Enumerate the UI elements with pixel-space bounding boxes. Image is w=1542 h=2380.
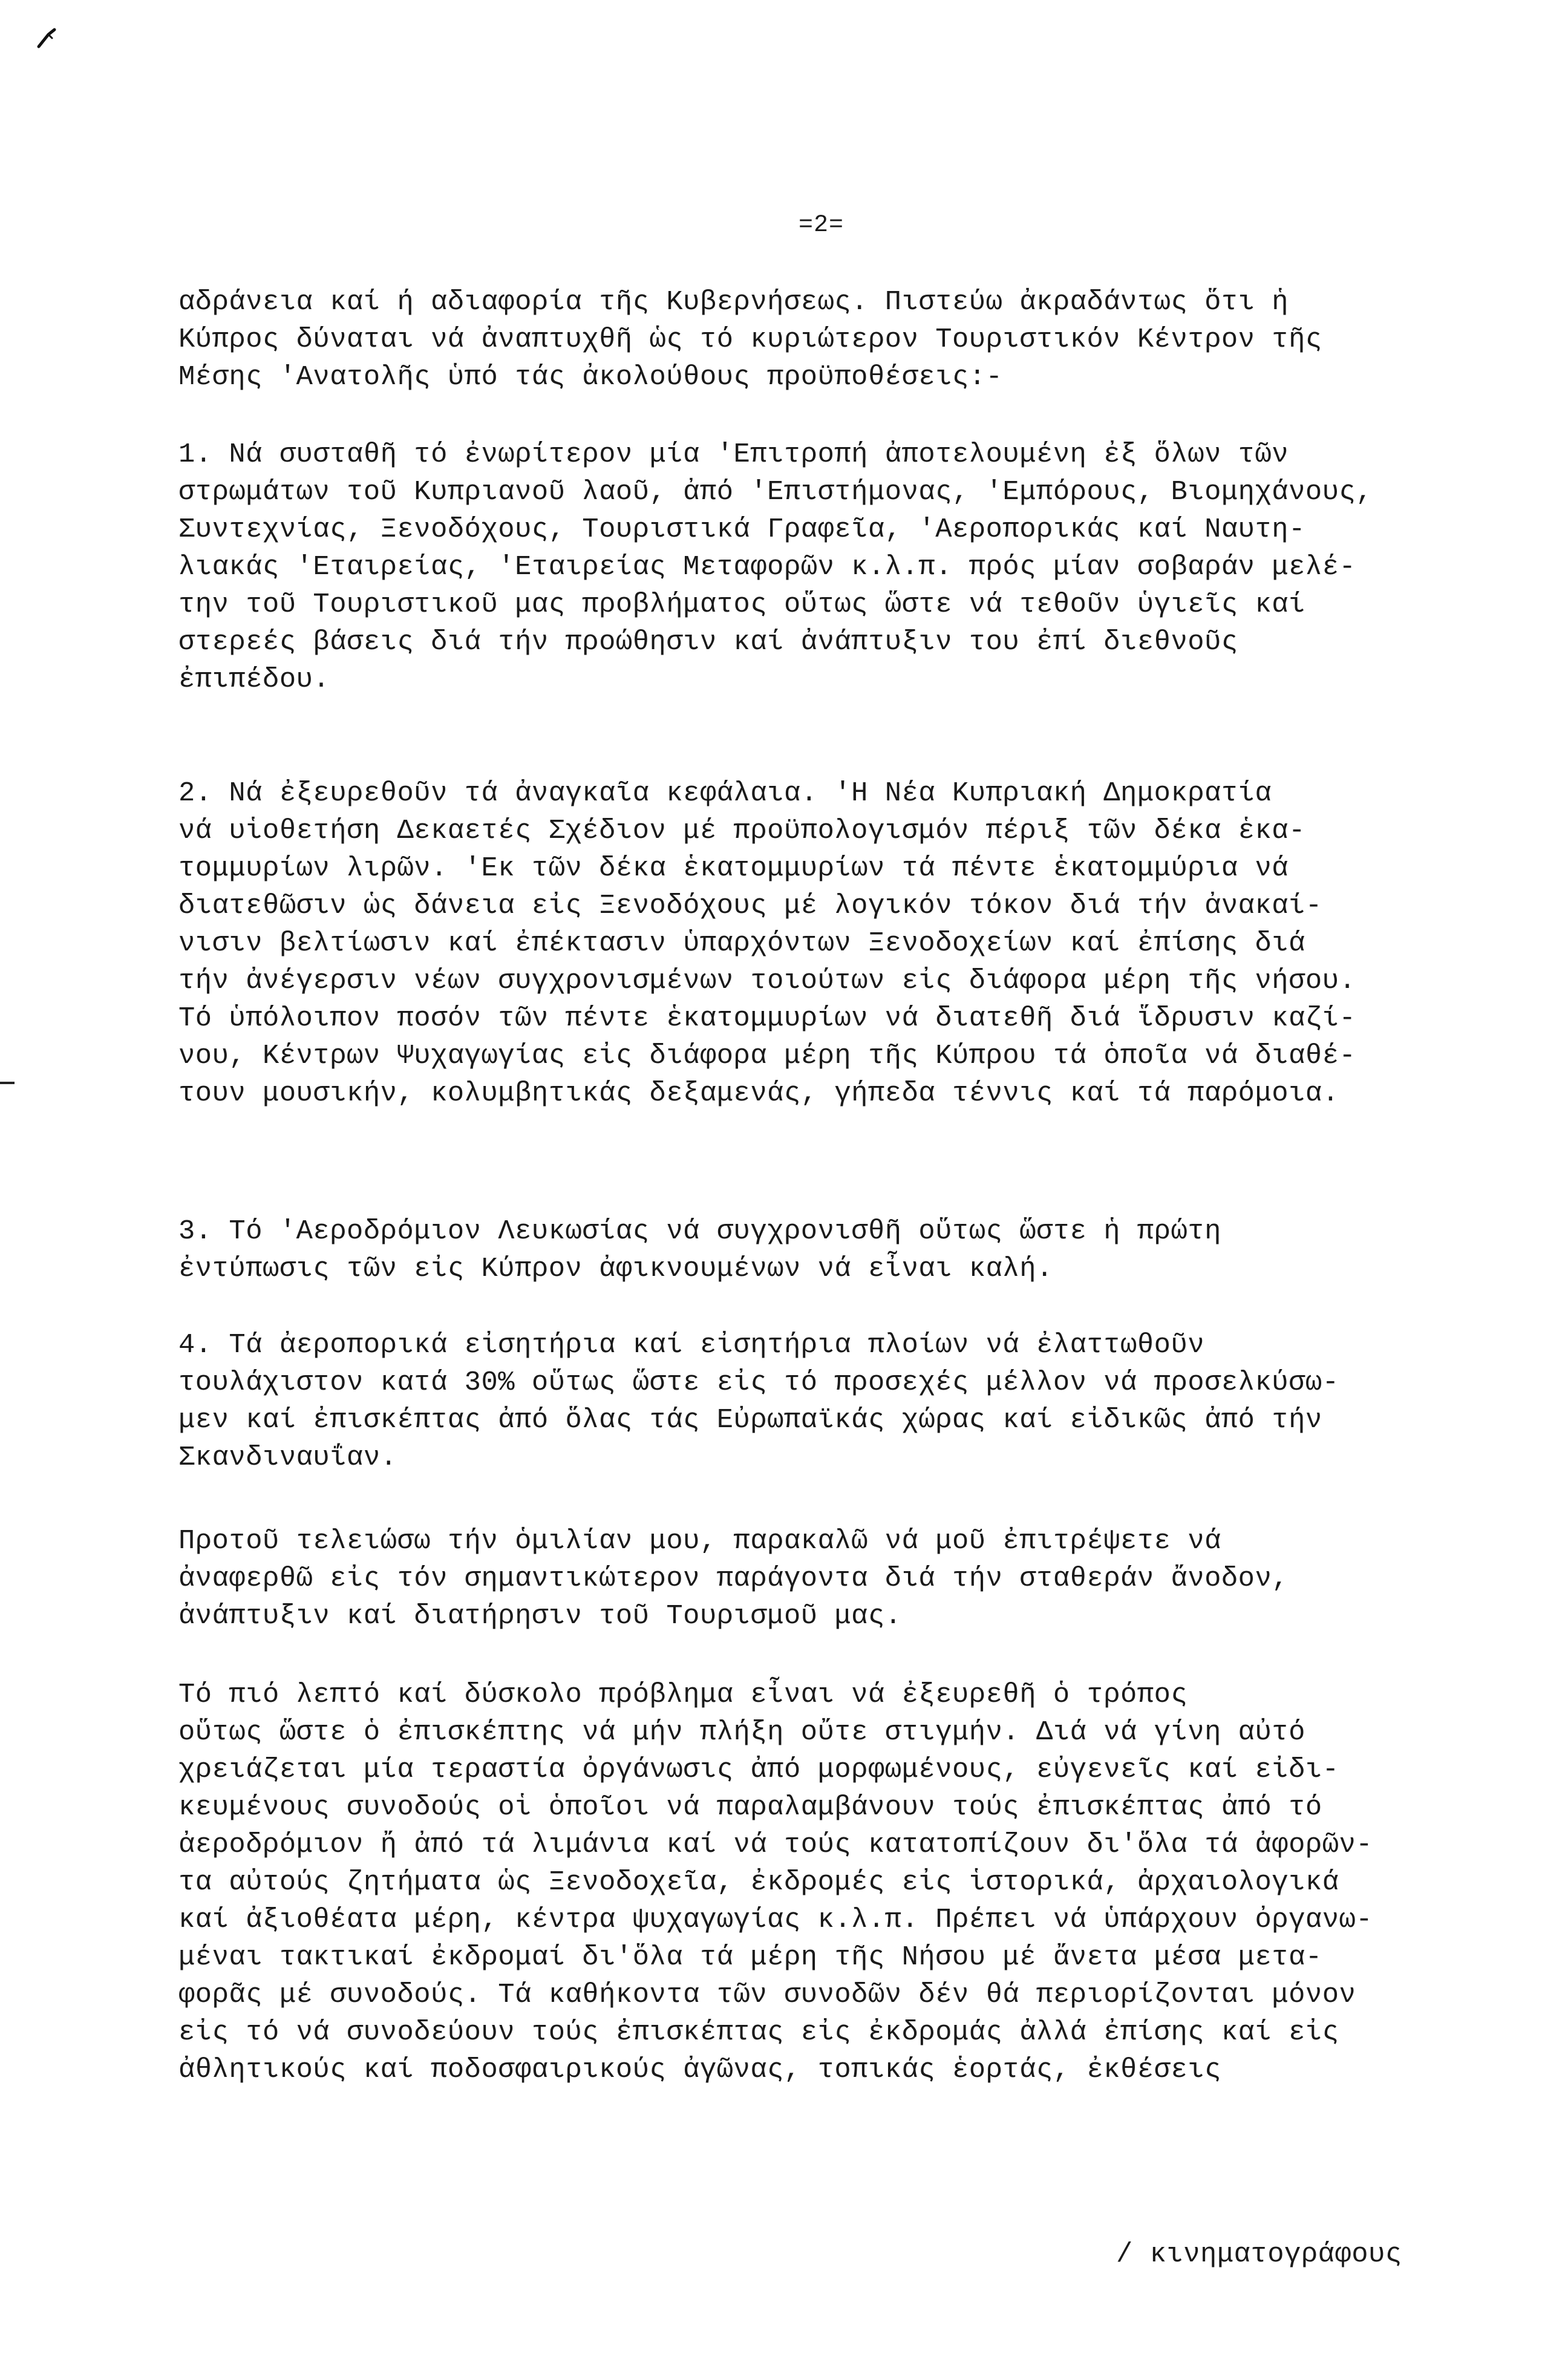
- text-line: νά υἱοθετήση Δεκαετές Σχέδιον μέ προϋπολογισμόν πέριξ τῶν δέκα ἑκα-: [178, 815, 1305, 846]
- paragraph-closing-intro: [178, 1522, 1473, 1635]
- text-line: 3. Τό 'Αεροδρόμιον Λευκωσίας νά συγχρονισθῆ οὕτως ὥστε ἡ πρώτη: [178, 1215, 1221, 1247]
- text-line: 4. Τά ἀεροπορικά εἰσητήρια καί εἰσητήρια πλοίων νά ἐλαττωθοῦν: [178, 1329, 1205, 1361]
- text-line: εἰς τό νά συνοδεύουν τούς ἐπισκέπτας εἰς ἐκδρομάς ἀλλά ἐπίσης καί εἰς: [178, 2016, 1339, 2048]
- ink-mark-icon: [36, 27, 58, 49]
- text-line: Προτοῦ τελειώσω τήν ὁμιλίαν μου, παρακαλῶ νά μοῦ ἐπιτρέψετε νά: [178, 1525, 1221, 1557]
- paragraph-item-4: [178, 1326, 1473, 1476]
- margin-tick-mark: [0, 1082, 15, 1084]
- text-line: μέναι τακτικαί ἐκδρομαί δι'ὅλα τά μέρη τῆς Νήσου μέ ἄνετα μέσα μετα-: [178, 1941, 1322, 1973]
- text-line: κευμένους συνοδούς οἱ ὁποῖοι νά παραλαμβάνουν τούς ἐπισκέπτας ἀπό τό: [178, 1791, 1322, 1823]
- continuation-word: / κινηματογράφους: [1116, 2238, 1402, 2270]
- text-line: στρωμάτων τοῦ Κυπριανοῦ λαοῦ, ἀπό 'Επιστήμονας, 'Εμπόρους, Βιομηχάνους,: [178, 476, 1373, 508]
- text-line: Σκανδιναυΐαν.: [178, 1442, 397, 1473]
- paragraph-item-3: [178, 1212, 1473, 1287]
- text-line: λιακάς 'Εταιρείας, 'Εταιρείας Μεταφορῶν κ.λ.π. πρός μίαν σοβαράν μελέ-: [178, 551, 1356, 583]
- text-line: ἀθλητικούς καί ποδοσφαιρικούς ἀγῶνας, τοπικάς ἑορτάς, ἐκθέσεις: [178, 2054, 1221, 2085]
- text-line: αδράνεια καί ή αδιαφορία τῆς Κυβερνήσεως. Πιστεύω ἀκραδάντως ὅτι ἡ: [178, 286, 1289, 318]
- text-line: 2. Νά ἐξευρεθοῦν τά ἀναγκαῖα κεφάλαια. 'Η Νέα Κυπριακή Δημοκρατία: [178, 777, 1272, 809]
- text-line: ἀνάπτυξιν καί διατήρησιν τοῦ Τουρισμοῦ μας.: [178, 1600, 902, 1632]
- paragraph-intro: [178, 283, 1473, 396]
- text-line: φορᾶς μέ συνοδούς. Τά καθήκοντα τῶν συνοδῶν δέν θά περιορίζονται μόνον: [178, 1979, 1356, 2010]
- text-line: μεν καί ἐπισκέπτας ἀπό ὅλας τάς Εὐρωπαϊκάς χώρας καί εἰδικῶς ἀπό τήν: [178, 1404, 1322, 1436]
- paragraph-item-1: [178, 436, 1473, 698]
- text-line: 1. Νά συσταθῆ τό ἐνωρίτερον μία 'Επιτροπή ἀποτελουμένη ἐξ ὅλων τῶν: [178, 439, 1289, 470]
- text-line: ἀεροδρόμιον ἤ ἀπό τά λιμάνια καί νά τούς κατατοπίζουν δι'ὅλα τά ἀφορῶν-: [178, 1829, 1373, 1860]
- text-line: νου, Κέντρων Ψυχαγωγίας εἰς διάφορα μέρη τῆς Κύπρου τά ὁποῖα νά διαθέ-: [178, 1040, 1356, 1071]
- text-line: χρειάζεται μία τεραστία ὀργάνωσις ἀπό μορφωμένους, εὐγενεῖς καί εἰδι-: [178, 1754, 1339, 1785]
- text-line: Τό πιό λεπτό καί δύσκολο πρόβλημα εἶναι νά ἐξευρεθῆ ὁ τρόπος: [178, 1679, 1188, 1710]
- text-line: ἀναφερθῶ εἰς τόν σημαντικώτερον παράγοντα διά τήν σταθεράν ἄνοδον,: [178, 1563, 1289, 1594]
- paragraph-item-2: [178, 774, 1473, 1112]
- paragraph-guides: [178, 1676, 1473, 2088]
- text-line: τουν μουσικήν, κολυμβητικάς δεξαμενάς, γήπεδα τέννις καί τά παρόμοια.: [178, 1077, 1339, 1109]
- text-line: τουλάχιστον κατά 30% οὕτως ὥστε εἰς τό προσεχές μέλλον νά προσελκύσω-: [178, 1367, 1339, 1398]
- text-line: Τό ὑπόλοιπον ποσόν τῶν πέντε ἑκατομμυρίων νά διατεθῆ διά ἵδρυσιν καζί-: [178, 1002, 1356, 1034]
- text-line: την τοῦ Τουριστικοῦ μας προβλήματος οὕτως ὥστε νά τεθοῦν ὑγιεῖς καί: [178, 589, 1305, 620]
- text-line: νισιν βελτίωσιν καί ἐπέκτασιν ὑπαρχόντων Ξενοδοχείων καί ἐπίσης διά: [178, 927, 1305, 959]
- text-line: καί ἀξιοθέατα μέρη, κέντρα ψυχαγωγίας κ.λ.π. Πρέπει νά ὑπάρχουν ὀργανω-: [178, 1904, 1373, 1935]
- text-line: Συντεχνίας, Ξενοδόχους, Τουριστικά Γραφεῖα, 'Αεροπορικάς καί Ναυτη-: [178, 514, 1305, 545]
- text-line: τήν ἀνέγερσιν νέων συγχρονισμένων τοιούτων εἰς διάφορα μέρη τῆς νήσου.: [178, 965, 1356, 996]
- text-line: οὕτως ὥστε ὁ ἐπισκέπτης νά μήν πλήξη οὔτε στιγμήν. Διά νά γίνη αὐτό: [178, 1716, 1305, 1748]
- page-number: =2=: [799, 212, 845, 239]
- text-line: Μέσης 'Ανατολῆς ὑπό τάς ἀκολούθους προϋποθέσεις:-: [178, 361, 1003, 393]
- text-line: τα αὐτούς ζητήματα ὡς Ξενοδοχεῖα, ἐκδρομές εἰς ἱστορικά, ἀρχαιολογικά: [178, 1866, 1339, 1898]
- text-line: τομμυρίων λιρῶν. 'Εκ τῶν δέκα ἑκατομμυρίων τά πέντε ἑκατομμύρια νά: [178, 852, 1289, 884]
- text-line: στερεές βάσεις διά τήν προώθησιν καί ἀνάπτυξιν του ἐπί διεθνοῦς: [178, 626, 1238, 658]
- text-line: διατεθῶσιν ὡς δάνεια εἰς Ξενοδόχους μέ λογικόν τόκον διά τήν ἀνακαί-: [178, 890, 1322, 921]
- text-line: ἐπιπέδου.: [178, 664, 330, 695]
- text-line: ἐντύπωσις τῶν εἰς Κύπρον ἀφικνουμένων νά εἶναι καλή.: [178, 1253, 1053, 1284]
- text-line: Κύπρος δύναται νά ἀναπτυχθῆ ὡς τό κυριώτερον Τουριστικόν Κέντρον τῆς: [178, 324, 1322, 355]
